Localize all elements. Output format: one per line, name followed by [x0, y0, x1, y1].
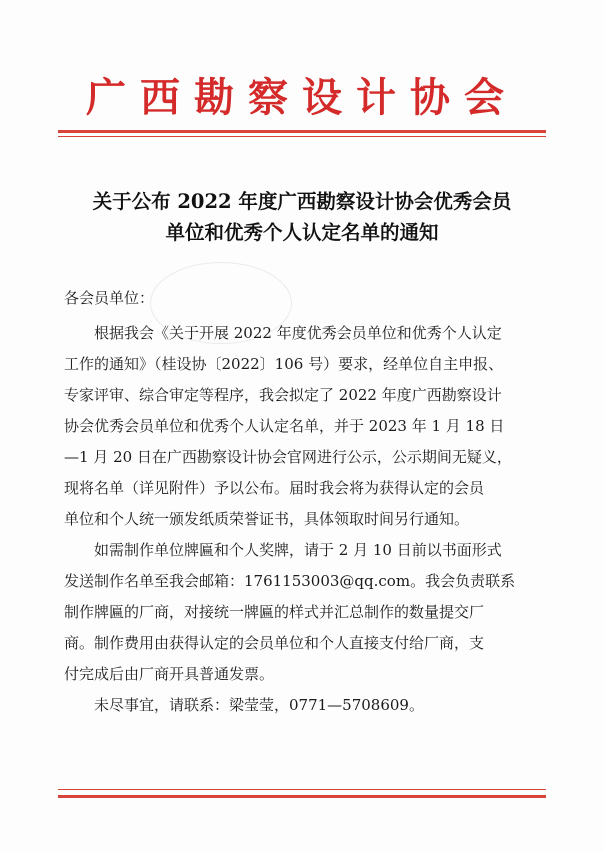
paragraph-line: 工作的通知》（桂设协〔2022〕106 号）要求，经单位自主申报、 [64, 355, 504, 373]
letterhead-rule-thick [58, 130, 546, 133]
notice-title-line-1: 关于公布 2022 年度广西勘察设计协会优秀会员 [92, 190, 512, 213]
paragraph-line: 现将名单（详见附件）予以公布。届时我会将为获得认定的会员 [64, 479, 485, 497]
paragraph-line: 付完成后由厂商开具普通发票。 [64, 665, 275, 683]
paragraph-line: 未尽事宜，请联系：梁莹莹，0771—5708609。 [94, 696, 424, 714]
paragraph-plaque-order [64, 535, 548, 690]
letterhead-rule-thin [58, 136, 546, 137]
paragraph-contact [64, 690, 548, 721]
notice-title-line-2: 单位和优秀个人认定名单的通知 [165, 221, 439, 244]
paragraph-line: 发送制作名单至我会邮箱：1761153003@qq.com。我会负责联系 [64, 572, 516, 590]
letterhead-org-name: 广西勘察设计协会 [86, 74, 518, 121]
paragraph-announcement [64, 318, 548, 535]
footer-rule-thin [58, 789, 546, 790]
paragraph-line: 单位和个人统一颁发纸质荣誉证书，具体领取时间另行通知。 [64, 510, 470, 528]
paragraph-line: 根据我会《关于开展 2022 年度优秀会员单位和优秀个人认定 [94, 324, 502, 342]
paragraph-line: —1 月 20 日在广西勘察设计协会官网进行公示，公示期间无疑义， [64, 448, 512, 466]
paragraph-line: 商。制作费用由获得认定的会员单位和个人直接支付给厂商，支 [64, 634, 485, 652]
paragraph-line: 专家评审、综合审定等程序，我会拟定了 2022 年度广西勘察设计 [64, 386, 502, 404]
footer-rule-thick [58, 795, 546, 798]
paragraph-line: 如需制作单位牌匾和个人奖牌，请于 2 月 10 日前以书面形式 [94, 541, 502, 559]
salutation: 各会员单位： [64, 289, 155, 307]
paragraph-line: 协会优秀会员单位和优秀个人认定名单，并于 2023 年 1 月 18 日 [64, 417, 505, 435]
paragraph-line: 制作牌匾的厂商，对接统一牌匾的样式并汇总制作的数量提交厂 [64, 603, 485, 621]
notice-title [40, 186, 564, 248]
